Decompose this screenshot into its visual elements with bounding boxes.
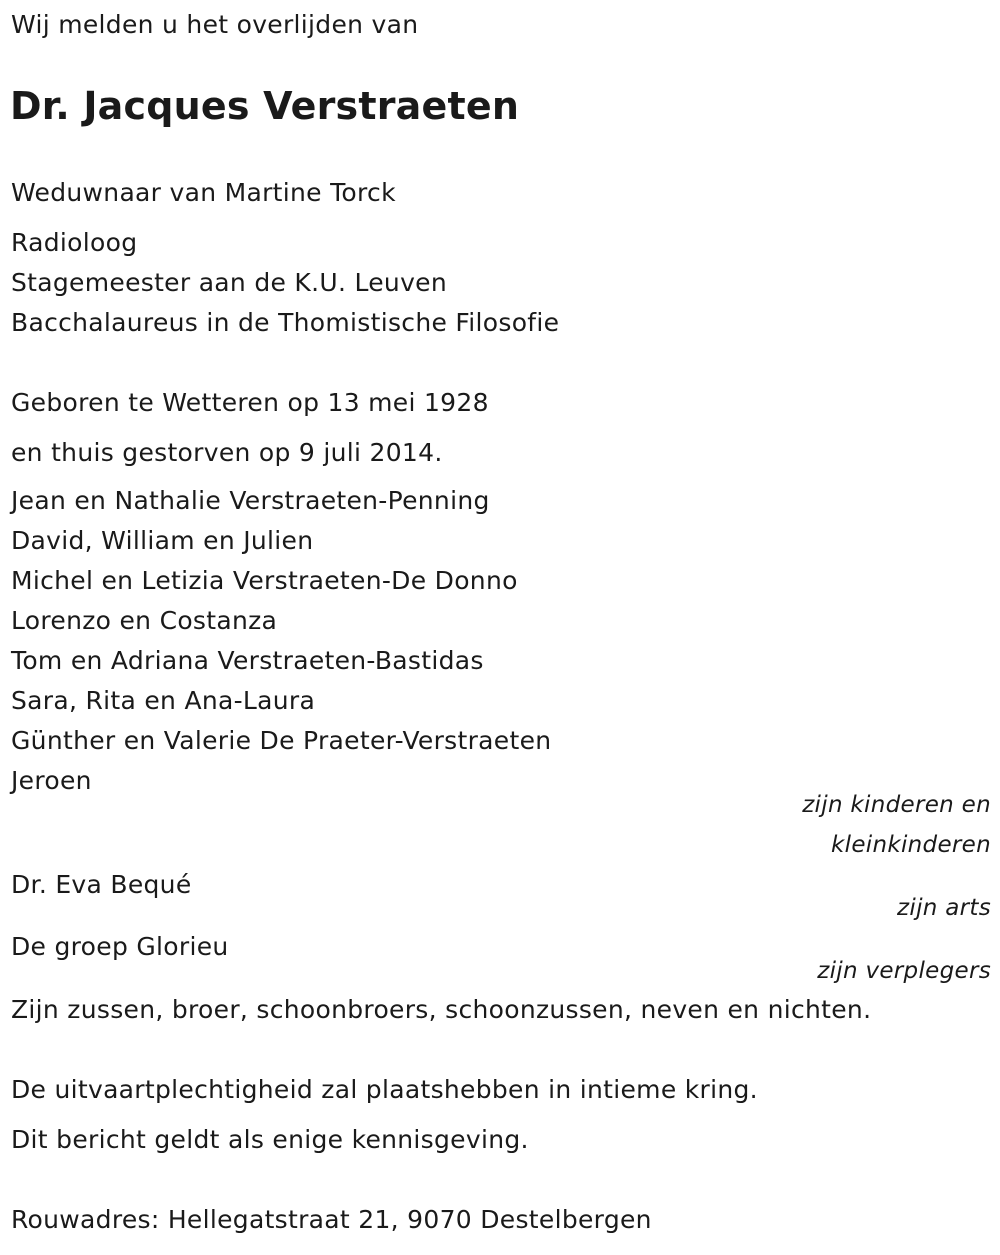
title-line: Bacchalaureus in de Thomistische Filosofie bbox=[11, 308, 560, 337]
family-role: kleinkinderen bbox=[831, 832, 991, 858]
address-text: Rouwadres: Hellegatstraat 21, 9070 Destelbergen bbox=[11, 1205, 652, 1234]
ceremony-text: De uitvaartplechtigheid zal plaatshebben in intieme kring. bbox=[11, 1075, 758, 1104]
family-line: Günther en Valerie De Praeter-Verstraeten bbox=[11, 726, 552, 755]
intro-text: Wij melden u het overlijden van bbox=[11, 10, 419, 39]
family-role: zijn kinderen en bbox=[802, 792, 991, 818]
family-line: Sara, Rita en Ana-Laura bbox=[11, 686, 316, 715]
family-line: Tom en Adriana Verstraeten-Bastidas bbox=[11, 646, 484, 675]
family-line: Jeroen bbox=[11, 766, 92, 795]
relatives-text: Zijn zussen, broer, schoonbroers, schoonzussen, neven en nichten. bbox=[11, 995, 872, 1024]
doctor-role: zijn arts bbox=[897, 895, 991, 921]
nurses-name: De groep Glorieu bbox=[11, 932, 229, 961]
death-text: en thuis gestorven op 9 juli 2014. bbox=[11, 438, 443, 467]
family-line: Jean en Nathalie Verstraeten-Penning bbox=[11, 486, 490, 515]
title-line: Stagemeester aan de K.U. Leuven bbox=[11, 268, 447, 297]
spouse-text: Weduwnaar van Martine Torck bbox=[11, 178, 396, 207]
nurses-role: zijn verplegers bbox=[817, 958, 991, 984]
family-line: Lorenzo en Costanza bbox=[11, 606, 278, 635]
deceased-name: Dr. Jacques Verstraeten bbox=[10, 84, 520, 128]
notice-text: Dit bericht geldt als enige kennisgeving. bbox=[11, 1125, 529, 1154]
birth-text: Geboren te Wetteren op 13 mei 1928 bbox=[11, 388, 489, 417]
family-line: Michel en Letizia Verstraeten-De Donno bbox=[11, 566, 518, 595]
doctor-name: Dr. Eva Bequé bbox=[11, 870, 192, 899]
family-line: David, William en Julien bbox=[11, 526, 314, 555]
title-line: Radioloog bbox=[11, 228, 138, 257]
